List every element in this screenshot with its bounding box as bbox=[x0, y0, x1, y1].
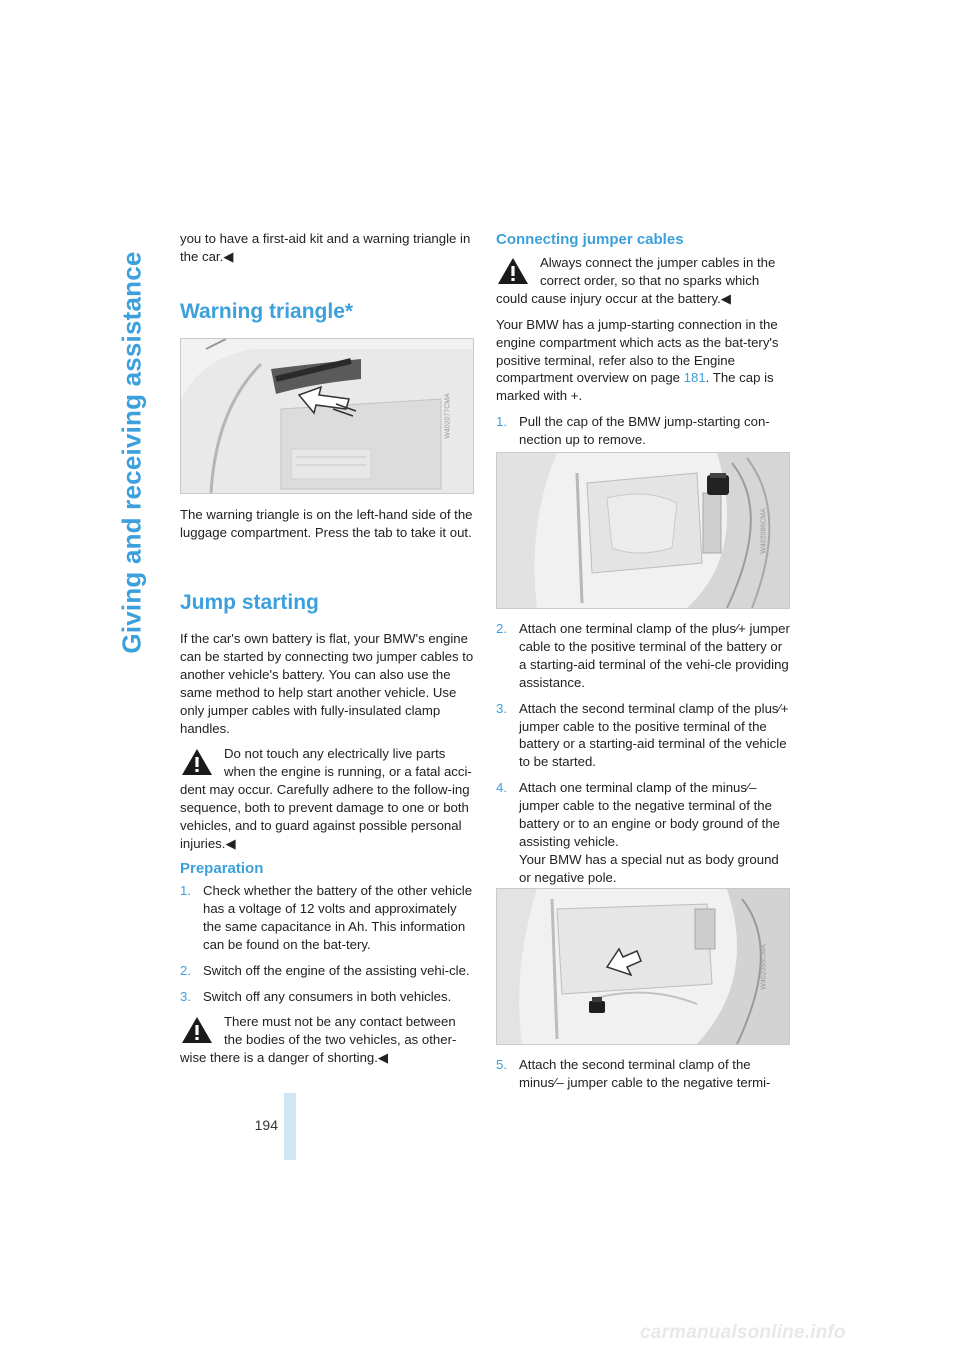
list-item: 1. Pull the cap of the BMW jump-starting con-nection up to remove. bbox=[496, 414, 770, 448]
body-ground-illustration bbox=[497, 889, 789, 1044]
warning-text-a: Always connect the jumper cables in the correct order, so that no sparks which bbox=[540, 255, 776, 288]
preparation-steps bbox=[180, 882, 474, 1075]
jump-connection-photo bbox=[496, 452, 790, 609]
warning-text-b: could cause injury occur at the battery.◀ bbox=[496, 290, 731, 306]
connect-steps-list bbox=[496, 620, 790, 887]
left-column bbox=[180, 230, 474, 274]
connect-step-1 bbox=[496, 413, 790, 449]
warning-note-shorting bbox=[180, 1013, 474, 1067]
jump-starting-paragraph: If the car's own battery is flat, your BMW's engine can be started by connecting two jumper cables to another vehicle's battery. You can also use the same method to help start another vehicle. Use only jumper cables with fully-insulated clamp handles. bbox=[180, 631, 474, 736]
final-step bbox=[496, 1056, 790, 1100]
step4-note: Your BMW has a special nut as body ground or negative pole. bbox=[519, 851, 779, 885]
side-chapter-title bbox=[112, 22, 152, 882]
intro-text: you to have a first-aid kit and a warning triangle in the car.◀ bbox=[180, 231, 471, 264]
warning-text-a: There must not be any contact between the bodies of the two vehicles, as other- bbox=[224, 1014, 457, 1048]
warning-triangle-illustration bbox=[181, 339, 473, 493]
body-ground-photo bbox=[496, 888, 790, 1045]
list-item: 2. Switch off the engine of the assisting vehi-cle. bbox=[180, 962, 470, 978]
warning-note-live-parts bbox=[180, 745, 474, 852]
connecting-steps bbox=[496, 620, 790, 895]
jump-starting-body bbox=[180, 630, 474, 861]
warning-icon bbox=[180, 1015, 214, 1045]
image-code: W402085CMA bbox=[760, 943, 768, 990]
list-item: 1. Check whether the battery of the other vehicle has a voltage of 12 volts and approximately the same capacitance in Ah. This information can be found on the bat-tery. bbox=[180, 883, 473, 952]
side-chapter-title-text: Giving and receiving assistance bbox=[116, 250, 147, 654]
warning-note-sparks bbox=[496, 254, 790, 308]
list-item: 5. Attach the second terminal clamp of the minus⁄– jumper cable to the negative termi- bbox=[496, 1057, 771, 1090]
footer-watermark: carmanualsonline.info bbox=[640, 1322, 846, 1343]
warning-triangle-text bbox=[180, 506, 474, 550]
section-title-warning-triangle: Warning triangle* bbox=[180, 300, 354, 323]
warning-text-b: wise there is a danger of shorting.◀ bbox=[180, 1050, 389, 1066]
page-marker-bar bbox=[284, 1093, 296, 1160]
jump-connection-paragraph: Your BMW has a jump-starting connection in the engine compartment which acts as the bat-tery's positive terminal, refer also to the Engine compartment overview on page 181. The cap is marked with +. bbox=[496, 316, 779, 404]
connect-step-5 bbox=[496, 1056, 790, 1092]
page-link-181[interactable]: 181 bbox=[683, 370, 706, 386]
preparation-list bbox=[180, 882, 474, 1005]
page-number: 194 bbox=[254, 1117, 278, 1133]
warning-triangle-photo bbox=[180, 338, 474, 494]
image-code: W402086CMA bbox=[760, 507, 768, 554]
warning-triangle-paragraph: The warning triangle is on the left-hand side of the luggage compartment. Press the tab to take it out. bbox=[180, 507, 473, 540]
warning-icon bbox=[496, 256, 530, 286]
list-item: 2. Attach one terminal clamp of the plus⁄+ jumper cable to the positive terminal of the battery or a starting-aid terminal of the vehi-cle providing assistance. bbox=[496, 621, 790, 690]
warning-icon bbox=[180, 747, 214, 777]
image-code: W402077CMA bbox=[444, 393, 452, 439]
warning-text-b: dent may occur. Carefully adhere to the follow-ing sequence, both to prevent damage to one or both vehicles, and to guard against possible personal injuries.◀ bbox=[180, 782, 470, 851]
jump-connection-illustration bbox=[497, 453, 789, 608]
connecting-cables-body bbox=[496, 254, 790, 457]
section-title-jump-starting: Jump starting bbox=[180, 591, 319, 614]
list-item: 3. Switch off any consumers in both vehicles. bbox=[180, 988, 452, 1004]
subsection-title-preparation: Preparation bbox=[180, 860, 264, 877]
warning-text-a: Do not touch any electrically live parts when the engine is running, or a fatal acci- bbox=[224, 746, 472, 780]
list-item: 4. Attach one terminal clamp of the minus⁄– jumper cable to the negative terminal of the battery or to an engine or body ground of the assisting vehicle. Your BMW has a special nut as body ground or negative pole. bbox=[496, 780, 781, 885]
subsection-title-connecting-cables: Connecting jumper cables bbox=[496, 231, 684, 248]
list-item: 3. Attach the second terminal clamp of the plus⁄+ jumper cable to the positive terminal of the battery or a starting-aid terminal of the vehicle to be started. bbox=[496, 700, 789, 770]
